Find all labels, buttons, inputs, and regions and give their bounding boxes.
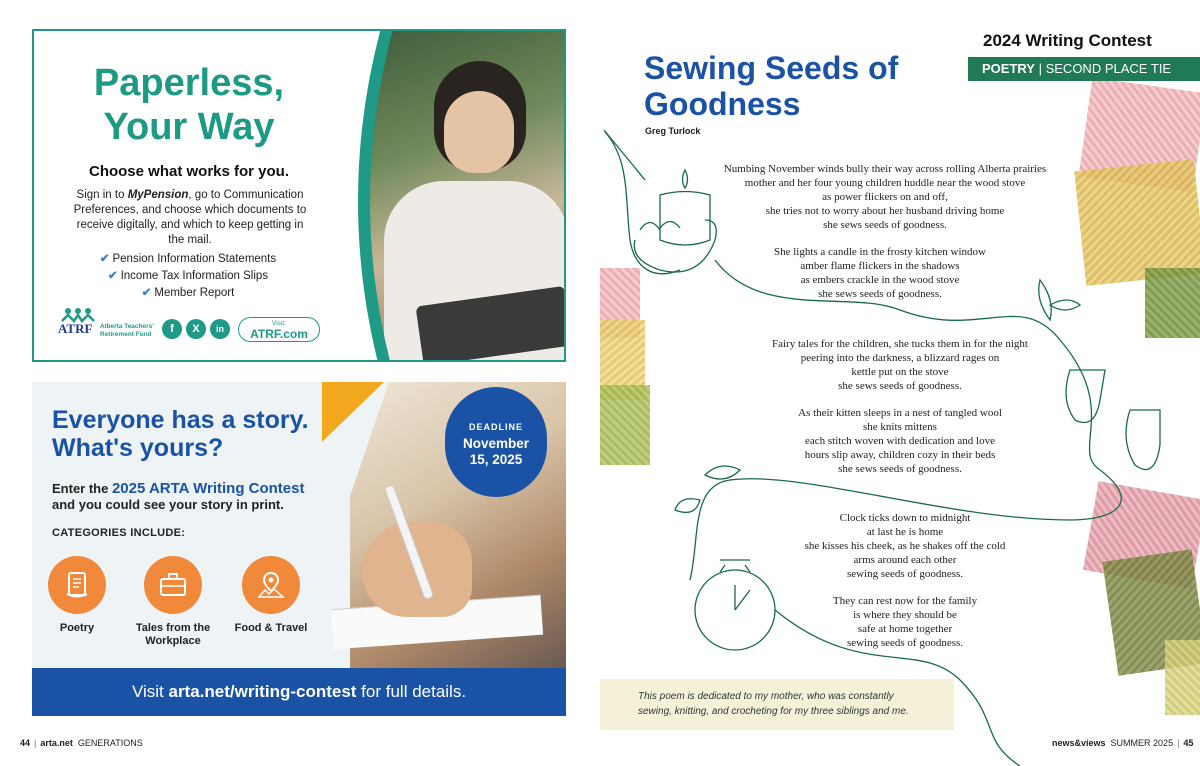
poem-stanza-1: Numbing November winds bully their way across rolling Alberta prairies mother and her four young children huddle near the wood stove as power flickers on and off, she tries not to worry about her husband driving home she sews seeds of goodness. — [723, 163, 1047, 231]
poem-stanza-2: She lights a candle in the frosty kitchen window amber flame flickers in the shadows as embers crackle in the wood stove she sews seeds of goodness. — [773, 246, 986, 300]
list-item: ✔ Income Tax Information Slips — [107, 270, 269, 282]
right-folio: news&views SUMMER 2025 | 45 — [1052, 738, 1194, 748]
writing-contest-ad — [32, 382, 566, 716]
poem-dedication: This poem is dedicated to my mother, who was constantly sewing, knitting, and crocheting for my three siblings and me. — [600, 679, 954, 730]
writing-ad-headline: Everyone has a story. What's yours? — [52, 406, 309, 462]
poem-stanza-6: They can rest now for the family is where they should be safe at home together sewing seeds of goodness. — [832, 595, 978, 649]
facebook-icon[interactable]: f — [162, 319, 182, 339]
contest-visit-bar[interactable]: Visit arta.net/writing-contest for full details. — [32, 668, 566, 716]
atrf-org-name: Alberta Teachers' Retirement Fund — [100, 323, 154, 338]
poem-stanza-3: Fairy tales for the children, she tucks them in for the night peering into the darkness, a blizzard rages on kettle put on the stove she sews seeds of goodness. — [772, 338, 1028, 392]
contest-title: 2024 Writing Contest — [983, 31, 1152, 50]
mitten-icon-2 — [1126, 410, 1160, 470]
visit-label: Visit: — [272, 320, 286, 327]
categories-label: CATEGORIES INCLUDE: — [52, 527, 186, 539]
poem-stanza-5: Clock ticks down to midnight at last he is home she kisses his cheek, as he shakes off the cold arms around each other sewing seeds of goodness. — [804, 512, 1006, 580]
poem-author: Greg Turlock — [645, 126, 701, 136]
category-poetry — [32, 556, 127, 635]
deadline-date: November 15, 2025 — [462, 436, 530, 467]
left-folio: 44 | arta.net GENERATIONS — [20, 738, 143, 748]
checkmark-icon: ✔ — [141, 287, 152, 299]
category-food-travel — [221, 556, 321, 635]
list-item: ✔ Pension Information Statements — [99, 253, 277, 265]
document-list — [34, 251, 342, 302]
poem-title: Sewing Seeds of Goodness — [644, 50, 899, 122]
checkmark-icon: ✔ — [107, 270, 118, 282]
deadline-label: DEADLINE — [468, 422, 523, 432]
paperless-title: Paperless, Your Way — [93, 62, 285, 148]
paperless-subtitle: Choose what works for you. — [88, 163, 290, 180]
atrf-visit-link[interactable] — [238, 317, 320, 342]
list-item: ✔ Member Report — [141, 287, 235, 299]
deadline-badge — [445, 387, 547, 497]
leaf-sprig-icon — [1039, 280, 1080, 320]
category-label: Tales from the Workplace — [135, 622, 211, 647]
mitten-icon — [1066, 370, 1105, 423]
contest-url-link[interactable]: arta.net/writing-contest — [168, 682, 357, 701]
atrf-logo-text: ATRF — [58, 321, 93, 336]
x-icon[interactable]: X — [186, 319, 206, 339]
category-workplace — [123, 556, 223, 648]
map-pin-icon — [242, 556, 300, 614]
leaf-sprig-icon-2 — [675, 466, 740, 512]
paperless-body: Sign in to MyPension, go to Communication Preferences, and choose which documents to receive digitally, and which to keep getting in the mail. — [73, 189, 307, 246]
poem-stanza-4: As their kitten sleeps in a nest of tangled wool she knits mittens each stitch woven with dedication and love hours slip away, children cozy in their beds she sews seeds of goodness. — [798, 407, 1002, 475]
category-label: Food & Travel — [234, 622, 308, 634]
checkmark-icon: ✔ — [99, 253, 110, 265]
linkedin-icon[interactable]: in — [210, 319, 230, 339]
photo-person-face — [444, 91, 514, 173]
briefcase-icon — [144, 556, 202, 614]
contest-category-bar: POETRY | SECOND PLACE TIE — [968, 57, 1200, 81]
paperless-ad — [32, 29, 566, 362]
visit-url: ATRF.com — [250, 327, 308, 341]
teal-curve-divider — [334, 29, 394, 362]
category-label: Poetry — [59, 622, 95, 634]
scroll-icon — [48, 556, 106, 614]
writing-ad-enter-text: Enter the 2025 ARTA Writing Contest and you could see your story in print. — [52, 480, 305, 512]
